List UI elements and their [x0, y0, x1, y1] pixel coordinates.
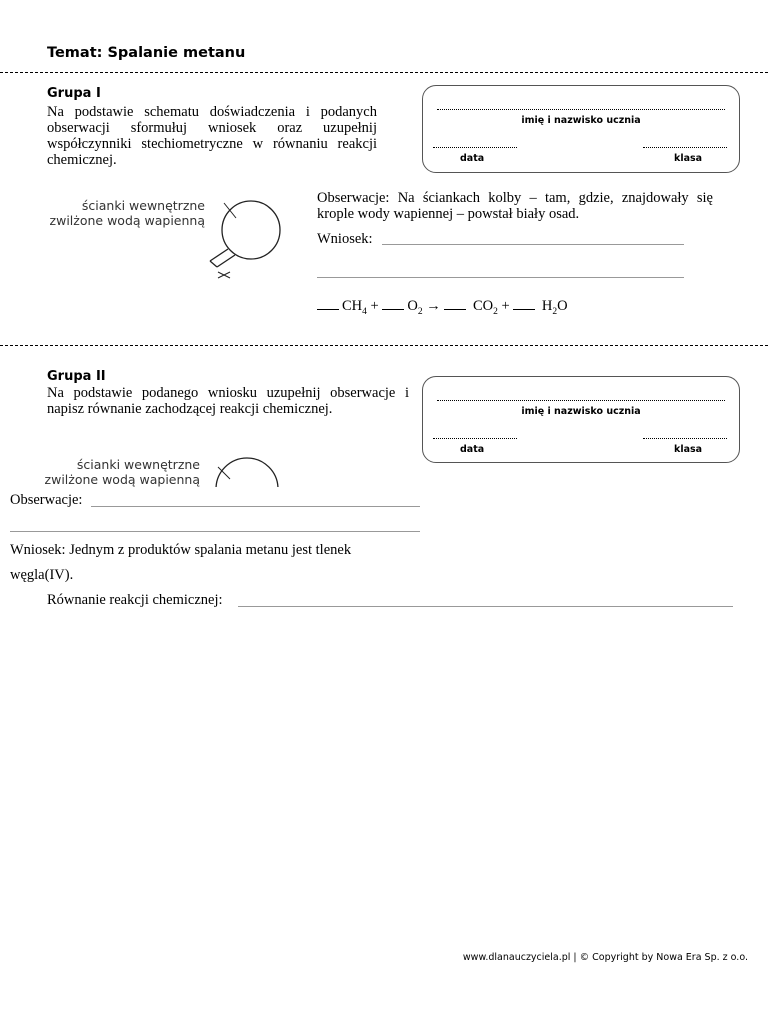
chemical-equation: [317, 296, 568, 317]
date-label: data: [460, 444, 485, 455]
date-label: data: [460, 153, 485, 164]
coefficient-blank-co2[interactable]: [444, 296, 466, 310]
group2-conclusion-line2: węgla(IV).: [10, 567, 74, 583]
subscript: 2: [493, 306, 498, 317]
class-label: klasa: [674, 444, 703, 455]
group2-observation-label: Obserwacje:: [10, 492, 83, 508]
diagram-label: [40, 198, 205, 228]
group1-heading: Grupa I: [47, 86, 101, 101]
group1-instruction: Na podstawie schematu doświadczenia i podanych obserwacji sformułuj wniosek oraz uzupełnij współczynniki stechiometryczne w równaniu reakcji chemicznej.: [47, 104, 377, 168]
subscript: 2: [552, 306, 558, 317]
class-field[interactable]: [643, 438, 727, 439]
formula-o2: O: [407, 298, 418, 314]
group1-observation: Obserwacje: Na ściankach kolby – tam, gdzie, znajdowały się krople wody wapiennej – powstał biały osad.: [317, 190, 713, 222]
group2-equation-label: Równanie reakcji chemicznej:: [47, 592, 223, 608]
formula-h2o-o: O: [557, 298, 568, 314]
group2-instruction: Na podstawie podanego wniosku uzupełnij obserwacje i napisz równanie zachodzącej reakcji chemicznej.: [47, 385, 409, 417]
section-divider: [0, 345, 768, 346]
date-field[interactable]: [433, 438, 517, 439]
class-field[interactable]: [643, 147, 727, 148]
plus-sign: +: [370, 298, 379, 314]
footer-copyright: www.dlanauczyciela.pl | © Copyright by Nowa Era Sp. z o.o.: [462, 952, 748, 963]
reaction-arrow: →: [426, 298, 441, 314]
section-divider: [0, 72, 768, 73]
coefficient-blank-h2o[interactable]: [513, 296, 535, 310]
student-name-label: imię i nazwisko ucznia: [521, 406, 641, 417]
diagram-label-line2: zwilżone wodą wapienną: [49, 213, 205, 228]
date-field[interactable]: [433, 147, 517, 148]
group1-conclusion-line[interactable]: [382, 244, 684, 245]
subscript: 2: [417, 306, 423, 317]
diagram-label-line2: zwilżone wodą wapienną: [44, 472, 200, 487]
formula-ch4: CH: [342, 298, 363, 314]
student-info-box: [422, 85, 740, 173]
student-name-label: imię i nazwisko ucznia: [521, 115, 641, 126]
formula-h2o: H: [541, 298, 553, 314]
page-title: Temat: Spalanie metanu: [47, 45, 246, 61]
group1-conclusion-label: Wniosek:: [317, 231, 373, 247]
flask-diagram: [200, 195, 290, 285]
diagram-label: [40, 457, 200, 487]
plus-sign: +: [501, 298, 510, 314]
subscript: 4: [362, 306, 367, 317]
group2-heading: Grupa II: [47, 369, 106, 384]
diagram-label-line1: ścianki wewnętrzne: [81, 198, 205, 213]
student-name-field[interactable]: [437, 400, 725, 401]
diagram-label-line1: ścianki wewnętrzne: [76, 457, 200, 472]
group1-conclusion-line-2[interactable]: [317, 277, 684, 278]
group2-observation-line-2[interactable]: [10, 531, 420, 532]
student-name-field[interactable]: [437, 109, 725, 110]
coefficient-blank-o2[interactable]: [382, 296, 404, 310]
group2-equation-line[interactable]: [238, 606, 733, 607]
student-info-box: [422, 376, 740, 463]
flask-diagram: [200, 455, 290, 487]
class-label: klasa: [674, 153, 703, 164]
coefficient-blank-ch4[interactable]: [317, 296, 339, 310]
group2-observation-line[interactable]: [91, 506, 420, 507]
formula-co2: CO: [472, 298, 494, 314]
group2-conclusion-line1: Wniosek: Jednym z produktów spalania metanu jest tlenek: [10, 542, 352, 558]
